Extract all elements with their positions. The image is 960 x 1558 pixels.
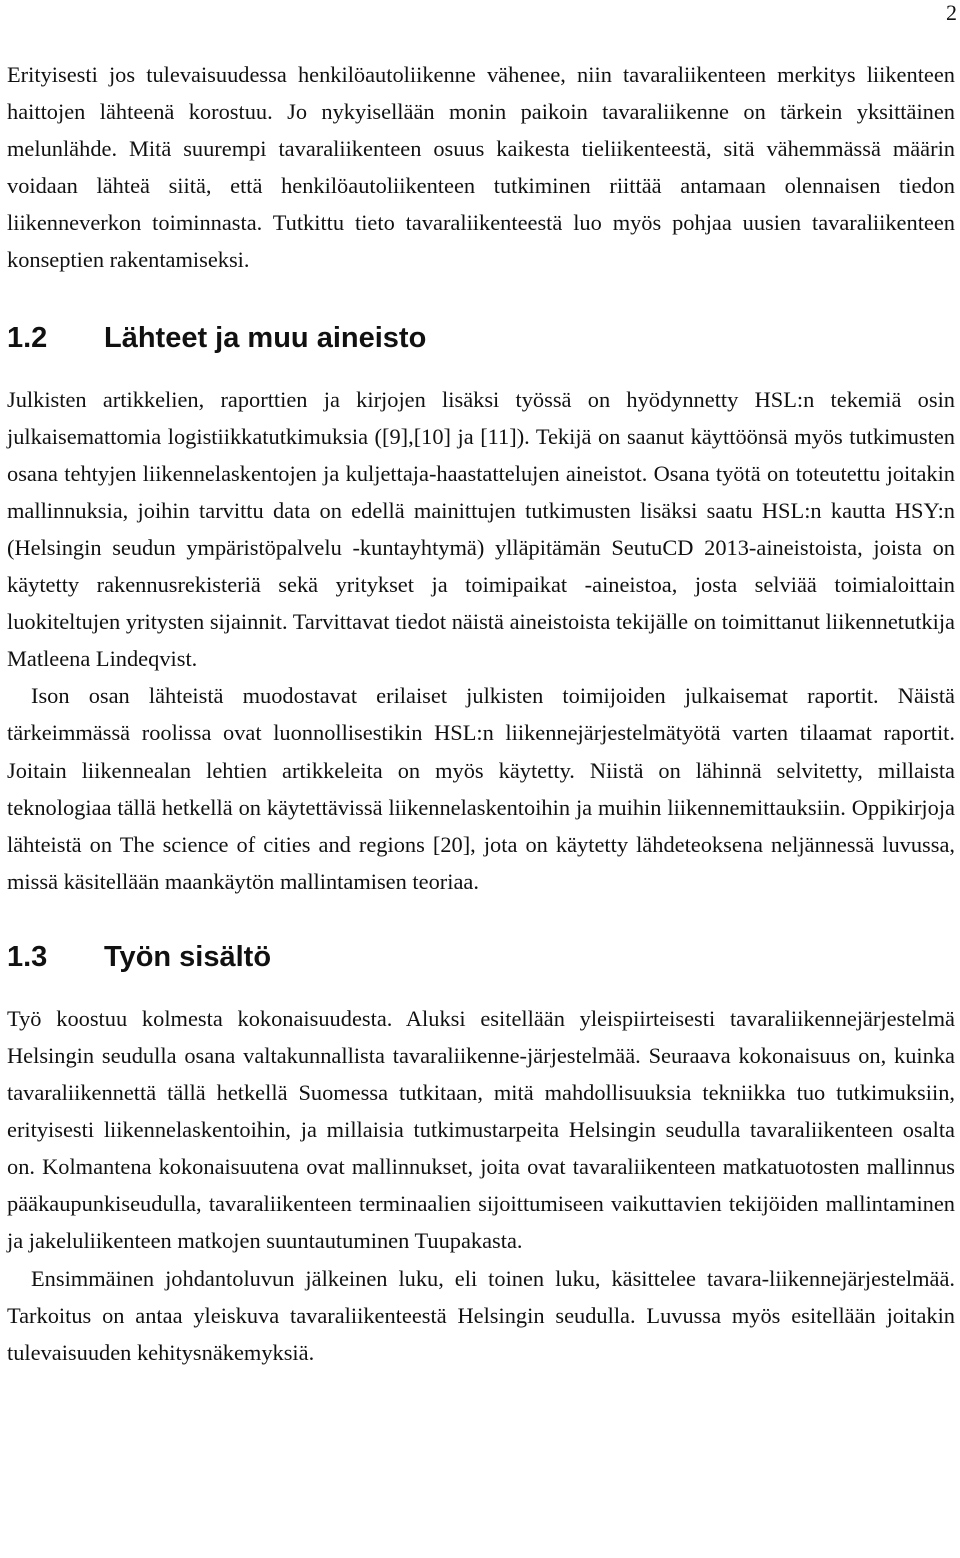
paragraph: Työ koostuu kolmesta kokonaisuudesta. Aluksi esitellään yleispiirteisesti tavaraliikennejärjestelmä Helsingin seudulla osana valtakunnallista tavaraliikenne-järjestelmää. Seuraava kokonaisuus on, kuinka tavaraliikennettä tällä hetkellä Suomessa tutkitaan, mitä mahdollisuuksia tekniikka tuo tutkimuksiin, erityisesti liikennelaskentoihin, ja millaisia tutkimustarpeita Helsingin seudulla tavaraliikenteen osalta on. Kolmantena kokonaisuutena ovat mallinnukset, joita ovat tavaraliikenteen matkatuotosten mallinnus pääkaupunkiseudulla, tavaraliikenteen terminaalien sijoittumiseen vaikuttavien tekijöiden mallintaminen ja jakeluliikenteen matkojen suuntautuminen Tuupakasta. [7, 1005, 955, 1254]
paragraph: Ison osan lähteistä muodostavat erilaiset julkisten toimijoiden julkaisemat raportit. Näistä tärkeimmässä roolissa ovat luonnollisestikin HSL:n liikennejärjestelmätyötä varten tilaamat raportit. Joitain liikennealan lehtien artikkeleita on myös käytetty. Niistä on lähinnä selvitetty, millaista teknologiaa tällä hetkellä on käytettävissä liikennelaskentoihin ja muihin liikennemittauksiin. Oppikirjoja lähteistä on The science of cities and regions [20], jota on käytetty lähdeteoksena neljännessä luvussa, missä käsitellään maankäytön mallintamisen teoriaa. [7, 683, 955, 894]
paragraph: Ensimmäinen johdantoluvun jälkeinen luku, eli toinen luku, käsittelee tavara-liikennejärjestelmää. Tarkoitus on antaa yleiskuva tavaraliikenteestä Helsingin seudulla. Luvussa myös esitellään joitakin tulevaisuuden kehitysnäkemyksiä. [7, 1265, 955, 1365]
section-heading [7, 321, 955, 355]
section-title: Työn sisältö [104, 940, 272, 973]
page-number: 2 [946, 0, 957, 25]
paragraph: Julkisten artikkelien, raporttien ja kirjojen lisäksi työssä on hyödynnetty HSL:n tekemiä osin julkaisemattomia logistiikkatutkimuksia ([9],[10] ja [11]). Tekijä on saanut käyttöönsä myös tutkimusten osana tehtyjen liikennelaskentojen ja kuljettaja-haastattelujen aineistot. Osana työtä on toteutettu joitakin mallinnuksia, joihin tarvittu data on edellä mainittujen tutkimusten lisäksi saatu HSL:n kautta HSY:n (Helsingin seudun ympäristöpalvelu -kuntayhtymä) ylläpitämän SeutuCD 2013-aineistoista, joista on käytetty rakennusrekisteriä sekä yritykset ja toimipaikat -aineistoa, josta selviää toimialoittain luokiteltujen yritysten sijainnit. Tarvittavat tiedot näistä aineistoista tekijälle on toimittanut liikennetutkija Matleena Lindeqvist. [7, 386, 955, 672]
intro-paragraph: Erityisesti jos tulevaisuudessa henkilöautoliikenne vähenee, niin tavaraliikenteen merkitys liikenteen haittojen lähteenä korostuu. Jo nykyisellään monin paikoin tavaraliikenne on tärkein yksittäinen melunlähde. Mitä suurempi tavaraliikenteen osuus kaikesta tieliikenteestä, sitä vähemmässä määrin voidaan lähteä siitä, että henkilöautoliikenteen tutkiminen riittää antamaan olennaisen tiedon liikenneverkon toiminnasta. Tutkittu tieto tavaraliikenteestä luo myös pohjaa uusien tavaraliikenteen konseptien rakentamiseksi. [7, 62, 955, 273]
section-title: Lähteet ja muu aineisto [104, 321, 427, 354]
section-number: 1.3 [7, 940, 48, 973]
section-heading [7, 940, 955, 974]
document-body [7, 56, 955, 1371]
section-number: 1.2 [7, 321, 48, 354]
